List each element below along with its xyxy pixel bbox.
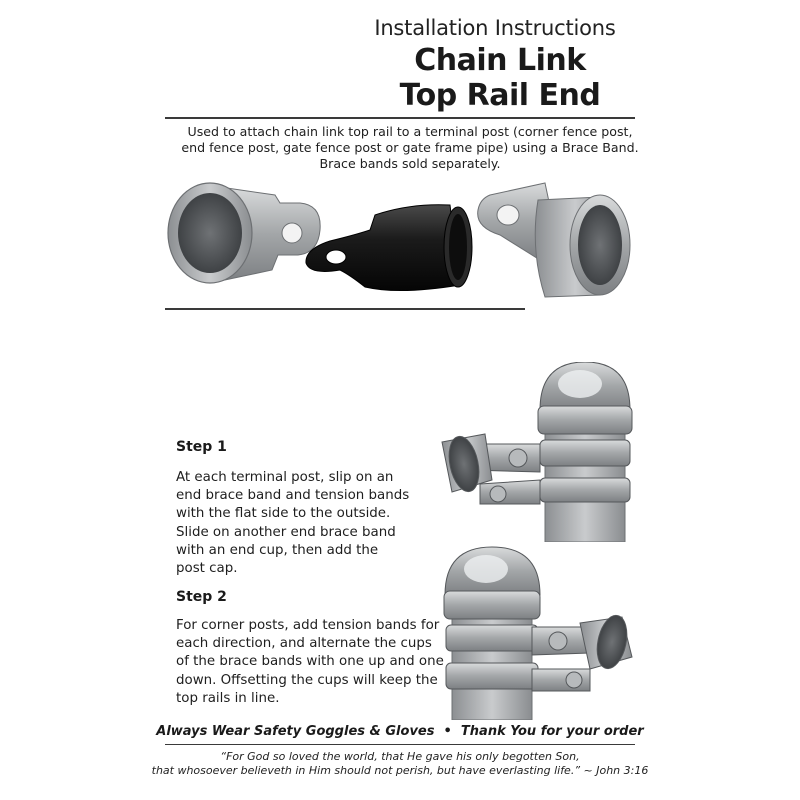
step-2-text (176, 617, 446, 708)
safety-right-text: Thank You for your order (460, 724, 644, 739)
step-1-post-photo (440, 362, 635, 542)
black-rail-end-photo (306, 205, 472, 291)
safety-left-text: Always Wear Safety Goggles & Gloves (156, 724, 435, 739)
intro-paragraph (180, 124, 640, 172)
galvanized-rail-end-angled-photo (478, 183, 630, 297)
step-1-title: Step 1 (176, 439, 227, 455)
verse-line-2: that whosoever believeth in Him should not perish, but have everlasting life.” ~ John 3:16 (151, 764, 649, 777)
step-1-line: end brace band and tension bands (176, 488, 410, 504)
step-1-text (176, 469, 446, 578)
step-1-line: At each terminal post, slip on an (176, 470, 394, 485)
verse-line-1: “For God so loved the world, that He gave his only begotten Son, (220, 750, 580, 763)
intro-line: Used to attach chain link top rail to a terminal post (corner fence post, (187, 124, 633, 139)
intro-line: end fence post, gate fence post or gate frame pipe) using a Brace Band. (181, 140, 639, 155)
step-1-line: with an end cup, then add the (176, 542, 379, 558)
step-2-line: down. Offsetting the cups will keep the (176, 672, 438, 688)
step-2-line: For corner posts, add tension bands for (176, 618, 440, 633)
document-title-line2: Top Rail End (399, 78, 601, 113)
intro-line: Brace bands sold separately. (319, 156, 501, 171)
step-2-line: top rails in line. (176, 690, 280, 706)
document-subtitle: Installation Instructions (374, 16, 616, 40)
step-2-post-photo (440, 545, 635, 720)
bottom-divider (165, 744, 635, 745)
middle-divider (165, 308, 525, 310)
galvanized-rail-end-photo (168, 183, 320, 283)
step-1-line: Slide on another end brace band (176, 524, 396, 540)
step-2-line: of the brace bands with one up and one (176, 654, 444, 670)
step-1-line: post cap. (176, 561, 238, 577)
step-2-line: each direction, and alternate the cups (176, 636, 432, 652)
separator-bullet: • (443, 724, 452, 739)
step-2-title: Step 2 (176, 589, 227, 605)
safety-notice (150, 724, 650, 739)
step-1-line: with the flat side to the outside. (176, 506, 391, 522)
document-title-line1: Chain Link (414, 43, 586, 78)
product-photos (160, 175, 640, 305)
top-divider (165, 117, 635, 119)
